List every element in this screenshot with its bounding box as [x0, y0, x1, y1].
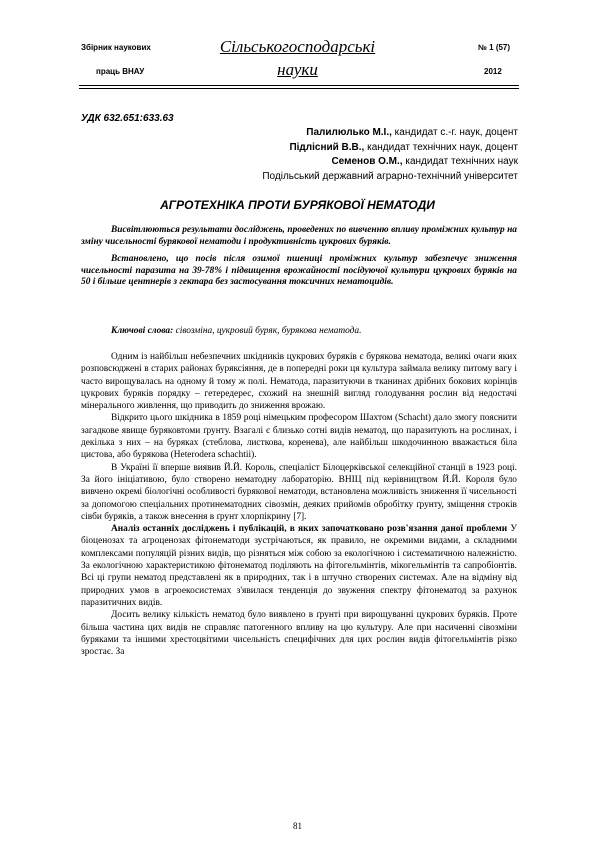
author-line [98, 141, 518, 156]
author-block [98, 126, 518, 184]
issue-year: 2012 [484, 67, 502, 76]
affiliation: Подільський державний аграрно-технічний університет [262, 170, 518, 182]
collection-label: Збірник наукових [81, 43, 151, 52]
abstract [81, 225, 517, 289]
issue-number: № 1 (57) [478, 43, 511, 52]
author-name: Семенов О.М., [331, 156, 403, 167]
author-role: кандидат технічних наук, доцент [364, 141, 518, 153]
keywords [111, 326, 361, 336]
abstract-paragraph: Встановлено, що посів після озимої пшениці проміжних культур забезпечує зниження чисельності паразита на 39-78% і підвищення врожайності посідуючої культури цукрових буряків на 50 і більше центнерів з гектара без застосування токсичних нематоцидів. [81, 254, 517, 288]
collection-label-2: праць ВНАУ [96, 67, 145, 76]
author-role: кандидат с.-г. наук, доцент [391, 127, 518, 138]
journal-name: Сільськогосподарські [219, 37, 376, 56]
body-paragraph: Одним із найбільш небезпечних шкідників цукрових буряків є бурякова нематода, великі очаги яких розповсюджені в старих районах буряксіяння, де в попередні роки ця культура займала велику питому вагу і часто вирощувалась на одному й тому ж полі. Нематода, паразитуючи в тканинах дрібних бокових корінців цукрових буряків порядку – гетередерес, схожий на знешній вигляд голодування рослин від недостачі мінерального живлення, що приводить до зниження врожаю. [81, 352, 517, 412]
header-rule [79, 85, 519, 86]
author-line [98, 155, 518, 170]
author-line [98, 126, 518, 141]
body-text: У біоценозах та агроценозах фітонематоди зустрічаються, як правило, не окремими видами, а складними комплексами популяцій різних видів, що різняться між собою за екологічною і систематичною належністю. За екологічною характеристикою фітонематод поділяють на фітогельмінтів, мікогельмінтів та сапробіонтів. Всі ці групи нематод представлені як в природних, так і в штучно створених системах. Але на відміну від природних умов в агроекосистемах з'явилася тенденція до звуження спектру фітонематод за рахунок паразитичних видів. [81, 524, 517, 608]
abstract-paragraph: Висвітлюються результати досліджень, проведених по вивченню впливу проміжних культур на зміну чисельності бурякової нематоди і продуктивність цукрових буряків. [81, 225, 517, 247]
keywords-text: сівозміна, цукровий буряк, бурякова нематода. [173, 326, 362, 336]
article-body [81, 351, 517, 658]
body-paragraph [81, 523, 517, 609]
article-title: АГРОТЕХНІКА ПРОТИ БУРЯКОВОЇ НЕМАТОДИ [160, 198, 435, 212]
journal-name-2: науки [277, 60, 318, 79]
body-paragraph: Відкрито цього шкідника в 1859 році німецьким професором Шахтом (Schacht) дало змогу пояснити загадкове явище буряковтоми ґрунту. Взагалі є близько сотні видів нематод, що паразитують на рослинах, і декілька з них – на буряках (стеблова, листкова, коренева), але найбільш шкодочинною вважається біла цистова, або бурякова (Heterodera schachtii). [81, 413, 517, 461]
author-role: кандидат технічних наук [402, 156, 518, 167]
keywords-label: Ключові слова: [111, 326, 174, 336]
body-paragraph: В Україні її вперше виявив Й.Й. Король, спеціаліст Білоцерківської селекційної станції в 1923 році. За його ініціативою, було створено нематодну лабораторію. ВНІЦ під керівництвом Й.Й. Короля було вивчено окремі біологічні особливості бурякової нематоди, встановлена можливість зниження її чисельності за допомогою спеціальних протинематодних сівозмін, деяких прийомів обробітку ґрунту, зміщення строків сівби буряків, а також внесення в ґрунт хлорпікрину [7]. [81, 462, 517, 522]
body-paragraph: Досить велику кількість нематод було виявлено в ґрунті при вирощуванні цукрових буряків. Проте більша частина цих видів не справляє патогенного впливу на цю культуру. Але при насиченні сівозміни буряками та іншими хрестоцвітими чисельність специфічних для цих рослин видів фітогельмінтів різко зростає. За [81, 610, 517, 658]
author-name: Підлісний В.В., [289, 141, 365, 153]
udk-code: УДК 632.651:633.63 [81, 113, 174, 124]
author-name: Палилюлько М.І., [306, 127, 392, 138]
header-rule-2 [79, 88, 519, 89]
page-number: 81 [293, 821, 302, 831]
section-heading: Аналіз останніх досліджень і публікацій, в яких започатковано розв'язання даної проблеми [111, 524, 508, 535]
